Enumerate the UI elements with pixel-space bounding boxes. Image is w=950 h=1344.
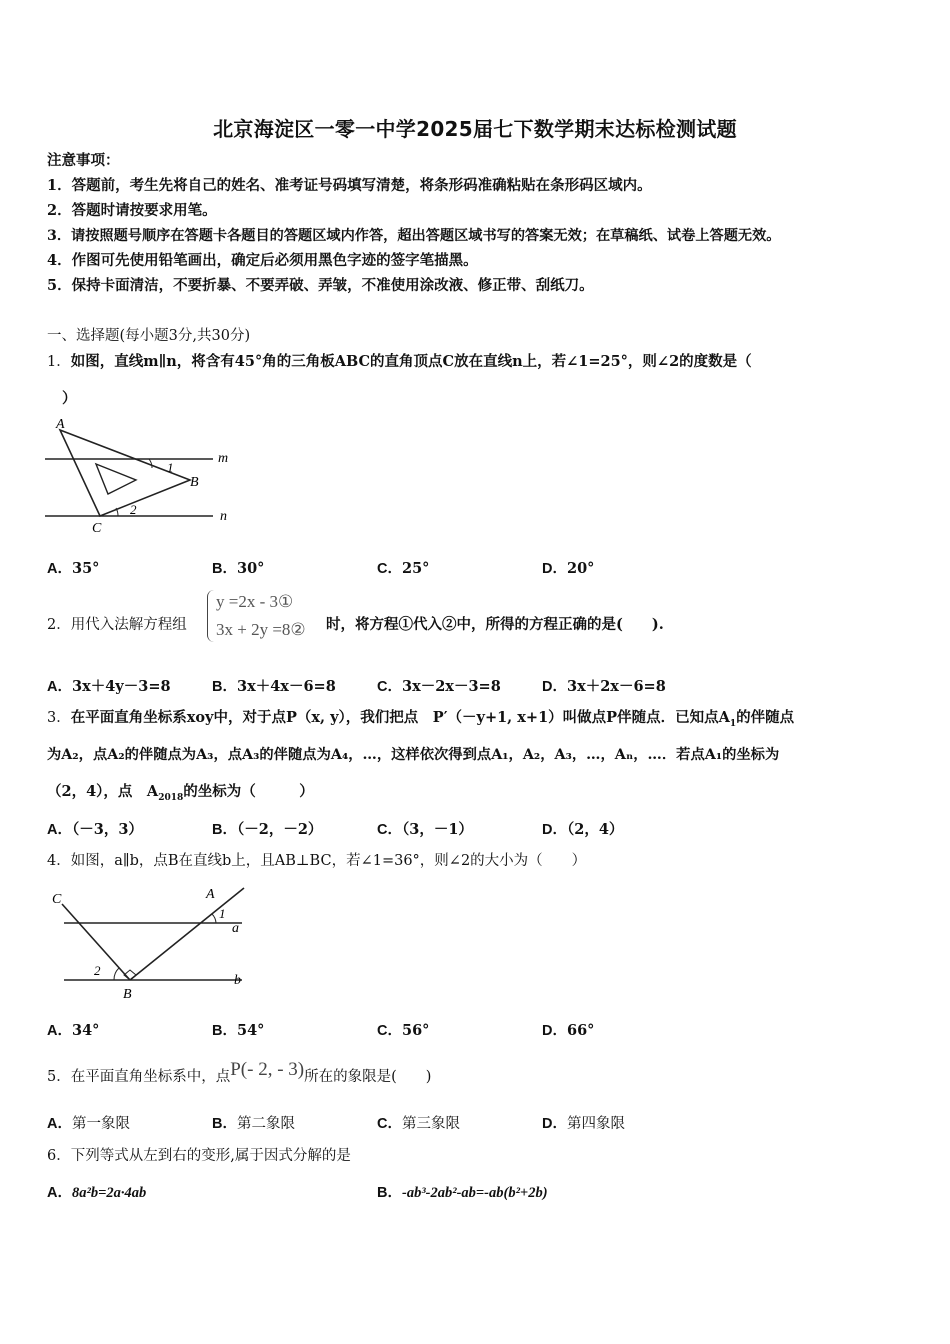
q2-option-b[interactable]: B．3x＋4x－6=8 [212, 678, 336, 695]
q4-option-a[interactable]: A．34° [47, 1022, 100, 1039]
q6-option-b[interactable]: B．-ab³-2ab²-ab=-ab(b²+2b) [377, 1185, 548, 1201]
q2-equation-2: 3x + 2y =8② [216, 620, 306, 639]
q1-text [47, 352, 752, 372]
note-item-2: 2．答题时请按要求用笔。 [47, 202, 217, 219]
section-heading: 一、选择题(每小题3分,共30分) [47, 328, 251, 344]
angle-1-arc [149, 459, 152, 468]
angle-1-arc [212, 914, 216, 923]
q4-text [47, 851, 586, 871]
q4-option-b[interactable]: B．54° [212, 1022, 265, 1039]
label-b: B [123, 987, 132, 1002]
note-item-5: 5．保持卡面清洁，不要折暴、不要弄破、弄皱，不准使用涂改液、修正带、刮纸刀。 [47, 277, 594, 294]
label-n: n [220, 509, 227, 524]
q6-text [47, 1146, 351, 1166]
q3-option-d[interactable]: D．（2，4） [542, 821, 624, 838]
q5-option-c[interactable]: C．第三象限 [377, 1116, 460, 1132]
q2-stem-pre: 用代入法解方程组 [70, 617, 187, 633]
q1-stem: 如图，直线m∥n，将含有45°角的三角板ABC的直角顶点C放在直线n上，若∠1=25°，则∠2的度数是（ [70, 353, 752, 370]
q5-stem-pre: 在平面直角坐标系中，点 [70, 1069, 231, 1085]
q2-equation-1: y =2x - 3① [216, 592, 294, 611]
q4-stem: 如图，a∥b，点B在直线b上，且AB⊥BC，若∠1=36°，则∠2的大小为（ ） [70, 853, 587, 869]
label-a: A [56, 417, 65, 432]
label-c: C [92, 521, 102, 536]
q3-line-1: 3．在平面直角坐标系xoy中，对于点P（x, y），我们把点 P′（－y+1, x+1）叫做点P伴随点．已知点$A_1$的伴随点 [47, 709, 795, 729]
q1-close-paren: ） [62, 390, 77, 407]
q4-figure [44, 880, 250, 1004]
note-item-1: 1．答题前，考生先将自己的姓名、准考证号码填写清楚，将条形码准确粘贴在条形码区域内。 [47, 177, 652, 194]
page-title: 北京海淀区一零一中学2025届七下数学期末达标检测试题 [213, 117, 737, 141]
q5-number: 5． [47, 1069, 71, 1085]
q1-option-c[interactable]: C．25° [377, 560, 430, 577]
label-angle-2: 2 [130, 502, 137, 517]
q4-number: 4． [47, 853, 71, 869]
q2-stem-post: 时，将方程①代入②中，所得的方程正确的是( ). [326, 616, 664, 633]
label-angle-1: 1 [167, 460, 174, 475]
q5-text [47, 1059, 432, 1087]
q3-option-b[interactable]: B．（－2，－2） [212, 821, 323, 838]
label-a: A [206, 887, 215, 902]
q2-pre [47, 615, 187, 635]
q3-line-3: （2，4），点 $A_{2018}$的坐标为（ ） [47, 783, 314, 803]
q5-stem-post: 所在的象限是( ) [304, 1069, 432, 1085]
segment-ba [130, 888, 244, 980]
q5-option-d[interactable]: D．第四象限 [542, 1116, 625, 1132]
q1-option-d[interactable]: D．20° [542, 560, 595, 577]
q6-number: 6． [47, 1148, 71, 1164]
note-item-3: 3．请按照题号顺序在答题卡各题目的答题区域内作答，超出答题区域书写的答案无效；在草稿纸、试卷上答题无效。 [47, 228, 781, 244]
q3-number: 3． [47, 710, 71, 726]
q4-option-d[interactable]: D．66° [542, 1022, 595, 1039]
label-c: C [52, 892, 62, 907]
q3-option-a[interactable]: A．（－3，3） [47, 821, 143, 838]
q1-number: 1． [47, 354, 71, 370]
q5-point: P(- 2, - 3) [230, 1059, 305, 1080]
label-line-a: a [232, 921, 239, 936]
q6-stem: 下列等式从左到右的变形,属于因式分解的是 [70, 1148, 351, 1164]
notes-heading: 注意事项： [47, 152, 120, 169]
label-angle-1: 1 [219, 906, 226, 921]
q1-figure [40, 412, 250, 537]
q5-option-b[interactable]: B．第二象限 [212, 1116, 295, 1132]
q5-option-a[interactable]: A．第一象限 [47, 1116, 130, 1132]
q6-option-a[interactable]: A．8a²b=2a·4ab [47, 1185, 147, 1201]
q3-line-2: 为A₂，点A₂的伴随点为A₃，点A₃的伴随点为A₄，…，这样依次得到点A₁，A₂，A₃，…，Aₙ，…．若点A₁的坐标为 [47, 747, 780, 763]
q2-option-a[interactable]: A．3x＋4y－3=8 [47, 678, 171, 695]
q2-option-c[interactable]: C．3x－2x－3=8 [377, 678, 501, 695]
q4-option-c[interactable]: C．56° [377, 1022, 430, 1039]
note-item-4: 4．作图可先使用铅笔画出，确定后必须用黑色字迹的签字笔描黑。 [47, 252, 478, 269]
label-b: B [190, 475, 199, 490]
label-line-b: b [234, 973, 241, 988]
system-brace [207, 590, 214, 642]
q1-option-a[interactable]: A．35° [47, 560, 100, 577]
q2-option-d[interactable]: D．3x＋2x－6=8 [542, 678, 666, 695]
label-angle-2: 2 [94, 963, 101, 978]
inner-triangle [96, 464, 136, 494]
q1-option-b[interactable]: B．30° [212, 560, 265, 577]
q2-number: 2． [47, 617, 71, 633]
angle-2-arc [114, 968, 119, 980]
label-m: m [218, 451, 229, 466]
q3-option-c[interactable]: C．（3，－1） [377, 821, 473, 838]
